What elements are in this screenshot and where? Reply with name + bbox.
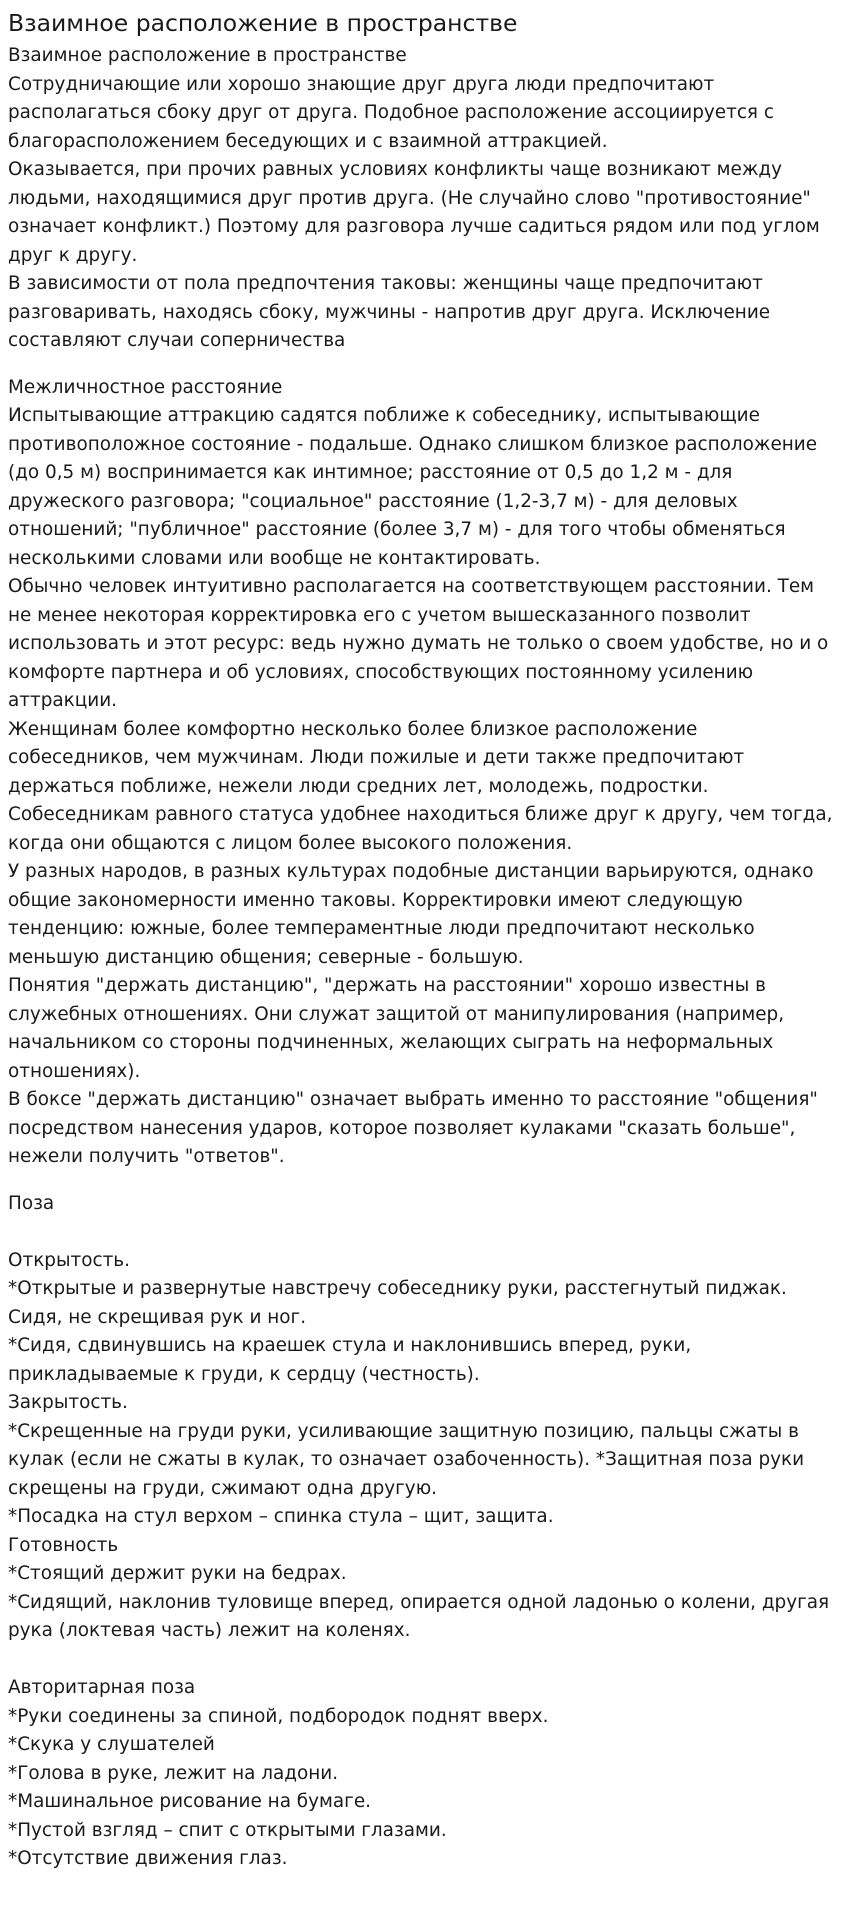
text-section: [8, 42, 839, 356]
paragraph: *Скука у слушателей: [8, 1734, 215, 1755]
paragraph: Готовность: [8, 1534, 119, 1556]
page-title: Взаимное расположение в пространстве: [8, 9, 518, 37]
paragraph: *Отсутствие движения глаз.: [8, 1848, 288, 1869]
paragraph: *Сидя, сдвинувшись на краешек стула и наклонившись вперед, руки, прикладываемые к груди, к сердцу (честность).: [8, 1335, 692, 1385]
paragraph: В зависимости от пола предпочтения таковы: женщины чаще предпочитают разговаривать, находясь сбоку, мужчины - напротив друг друга. Исключение составляют случаи соперничества: [8, 273, 771, 351]
paragraph: В боксе "держать дистанцию" означает выбрать именно то расстояние "общения" посредством нанесения ударов, которое позволяет кулаками "сказать больше", нежели получить "ответов".: [8, 1089, 818, 1167]
paragraph: Испытывающие аттракцию садятся поближе к собеседнику, испытывающие противоположное состояние - подальше. Однако слишком близкое расположение (до 0,5 м) воспринимается как интимное; расстояние от 0,5 до 1,2 м - для дружеского разговора; "социальное" расстояние (1,2-3,7 м) - для деловых отношений; "публичное" расстояние (более 3,7 м) - для того чтобы обменяться несколькими словами или вообще не контактировать.: [8, 405, 818, 569]
blank-line: [8, 1218, 839, 1247]
section-heading: Взаимное расположение в пространстве: [8, 45, 407, 66]
paragraph: Сотрудничающие или хорошо знающие друг друга люди предпочитают располагаться сбоку друг от друга. Подобное расположение ассоциируется с благорасположением беседующих и с взаимной аттракцией.: [8, 73, 774, 152]
paragraph: *Пустой взгляд – спит с открытыми глазами.: [8, 1819, 447, 1841]
paragraph: *Сидящий, наклонив туловище вперед, опирается одной ладонью о колени, другая рука (локтевая часть) лежит на коленях.: [8, 1591, 830, 1641]
document-body: [8, 42, 839, 1874]
paragraph: *Посадка на стул верхом – спинка стула – щит, защита.: [8, 1506, 554, 1527]
paragraph: *Стоящий держит руки на бедрах.: [8, 1563, 347, 1584]
paragraph: *Скрещенные на груди руки, усиливающие защитную позицию, пальцы сжаты в кулак (если не сжаты в кулак, то означает озабоченность). *Защитная поза руки скрещены на груди, сжимают одна другую.: [8, 1420, 805, 1499]
paragraph: *Машинальное рисование на бумаге.: [8, 1791, 371, 1812]
paragraph: Собеседникам равного статуса удобнее находиться ближе друг к другу, чем тогда, когда они общаются с лицом более высокого положения.: [8, 804, 833, 854]
blank-line: [8, 1646, 839, 1675]
section-gap: [8, 1172, 839, 1190]
paragraph: Оказывается, при прочих равных условиях конфликты чаще возникают между людьми, находящимися друг против друга. (Не случайно слово "противостояние" означает конфликт.) Поэтому для разговора лучше садиться рядом или под углом друг к другу.: [8, 159, 820, 266]
paragraph: Понятия "держать дистанцию", "держать на расстоянии" хорошо известны в служебных отношениях. Они служат защитой от манипулирования (например, начальником со стороны подчиненных, желающих сыграть на неформальных отношениях).: [8, 975, 785, 1082]
text-section: [8, 1190, 839, 1874]
paragraph: Женщинам более комфортно несколько более близкое расположение собеседников, чем мужчинам. Люди пожилые и дети также предпочитают держаться поближе, нежели люди средних лет, молодежь, подростки.: [8, 718, 745, 797]
paragraph: Обычно человек интуитивно располагается на соответствующем расстоянии. Тем не менее некоторая корректировка его с учетом вышесказанного позволит использовать и этот ресурс: ведь нужно думать не только о своем удобстве, но и о комфорте партнера и об условиях, способствующих постоянному усилению аттракции.: [8, 576, 829, 711]
section-gap: [8, 356, 839, 374]
paragraph: Закрытость.: [8, 1392, 128, 1413]
paragraph: *Руки соединены за спиной, подбородок поднят вверх.: [8, 1705, 549, 1727]
paragraph: *Голова в руке, лежит на ладони.: [8, 1762, 339, 1784]
paragraph: *Открытые и развернутые навстречу собеседнику руки, расстегнутый пиджак. Сидя, не скрещивая рук и ног.: [8, 1278, 787, 1328]
paragraph: Открытость.: [8, 1249, 130, 1271]
paragraph: У разных народов, в разных культурах подобные дистанции варьируются, однако общие закономерности именно таковы. Корректировки имеют следующую тенденцию: южные, более темпераментные люди предпочитают несколько меньшую дистанцию общения; северные - большую.: [8, 861, 814, 968]
text-section: [8, 374, 839, 1172]
paragraph: Авторитарная поза: [8, 1677, 196, 1698]
section-heading: Поза: [8, 1192, 55, 1214]
section-heading: Межличностное расстояние: [8, 376, 283, 398]
